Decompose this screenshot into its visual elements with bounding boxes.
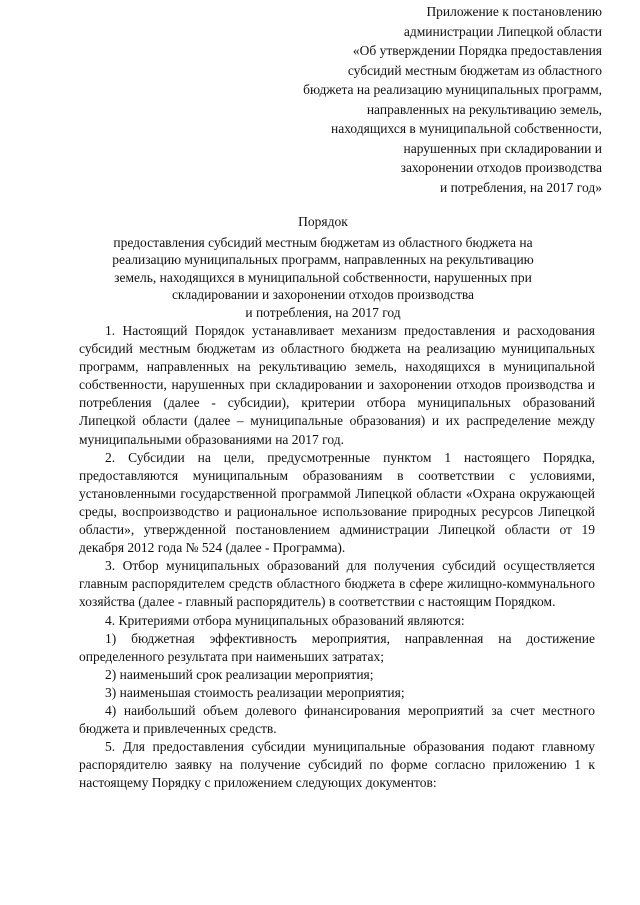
annex-line: администрации Липецкой области [403,23,602,39]
annex-line: и потребления, на 2017 год» [439,179,602,195]
annex-line: захоронении отходов производства [400,160,602,175]
annex-line: субсидий местным бюджетам из областного [347,62,602,78]
annex-header [222,2,602,197]
title-heading: Порядок [298,214,348,229]
title-line: реализацию муниципальных программ, направленных на рекультивацию [112,252,534,267]
annex-line: Приложение к постановлению [426,4,602,19]
paragraph-5: 5. Для предоставления субсидии муниципальные образования подают главному распорядителю заявку на получение субсидий по форме согласно приложению 1 к настоящему Порядку с приложением следующих документов: [79,739,595,791]
list-item-criterion-4: 4) наибольший объем долевого финансирования мероприятий за счет местного бюджета и привлеченных средств. [79,702,595,737]
annex-line: «Об утверждении Порядка предоставления [352,43,602,58]
annex-line: находящихся в муниципальной собственности, [330,121,602,136]
title-line: и потребления, на 2017 год [245,304,401,320]
paragraph-1: 1. Настоящий Порядок устанавливает механизм предоставления и расходования субсидий местным бюджетам из областного бюджета на реализацию муниципальных программ, направленных на рекультивацию земель, находящихся в муниципальной собственности, нарушенных при складировании и захоронении отходов производства и потребления (далее - субсидии), критерии отбора муниципальных образований Липецкой области (далее – муниципальные образования) и их распределение между муниципальными образованиями на 2017 год. [79,323,595,447]
annex-line: нарушенных при складировании и [403,140,602,156]
paragraph-2: 2. Субсидии на цели, предусмотренные пунктом 1 настоящего Порядка, предоставляются муниципальным образованиям в соответствии с условиями, установленными государственной программой Липецкой области «Охрана окружающей среды, воспроизводство и рациональное использование природных ресурсов Липецкой области», утвержденной постановлением администрации Липецкой области от 19 декабря 2012 года № 524 (далее - Программа). [79,449,595,556]
title-line: складировании и захоронении отходов производства [171,287,475,302]
annex-line: направленных на рекультивацию земель, [366,101,602,117]
title-line: земель, находящихся в муниципальной собственности, нарушенных при [114,269,532,285]
title-line: предоставления субсидий местным бюджетам из областного бюджета на [113,234,533,250]
document-body [79,322,595,792]
document-title [78,213,568,321]
annex-line: бюджета на реализацию муниципальных программ, [303,82,602,97]
list-item-criterion-2: 2) наименьший срок реализации мероприятия; [105,666,374,682]
list-item-criterion-3: 3) наименьшая стоимость реализации мероприятия; [105,684,405,700]
paragraph-3: 3. Отбор муниципальных образований для получения субсидий осуществляется главным распорядителем средств областного бюджета в сфере жилищно-коммунального хозяйства (далее - главный распорядитель) в соответствии с настоящим Порядком. [79,558,595,610]
list-item-criterion-1: 1) бюджетная эффективность мероприятия, направленная на достижение определенного результата при наименьших затратах; [79,630,595,664]
paragraph-4: 4. Критериями отбора муниципальных образований являются: [105,612,465,628]
